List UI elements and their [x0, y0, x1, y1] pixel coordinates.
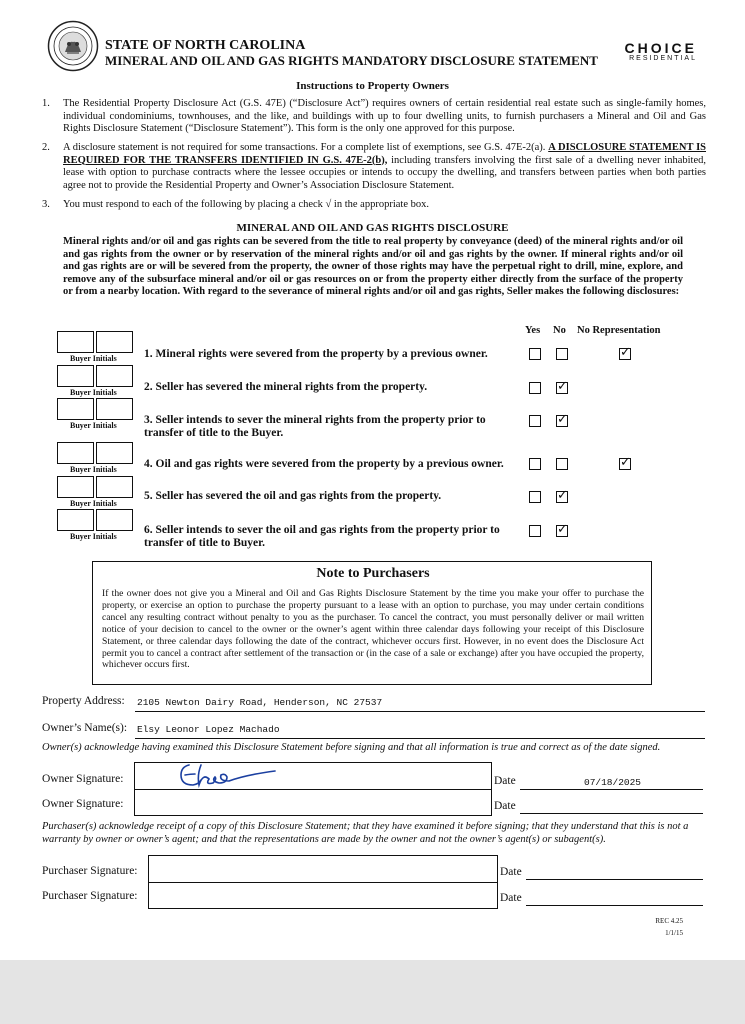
question-4-text: 4. Oil and gas rights were severed from the property by a previous owner. — [144, 458, 504, 470]
owner-names-label: Owner’s Name(s): — [42, 722, 128, 734]
buyer-initials-box[interactable] — [96, 509, 133, 531]
form-code: REC 4.25 — [655, 917, 683, 925]
scan-background-edge — [0, 960, 745, 1024]
question-3-text: 3. Seller intends to sever the mineral rights from the property prior to transfer of title to the Buyer. — [144, 414, 486, 439]
owner-signature-box-2[interactable] — [134, 789, 492, 816]
state-title: STATE OF NORTH CAROLINA — [105, 38, 306, 53]
disclosure-heading: MINERAL AND OIL AND GAS RIGHTS DISCLOSURE — [236, 222, 509, 234]
instruction-number: 3. — [42, 199, 50, 210]
owner-acknowledgement: Owner(s) acknowledge having examined this Disclosure Statement before signing and that all information is true and correct as of the date signed. — [42, 742, 661, 753]
buyer-initials-box[interactable] — [57, 442, 94, 464]
purchaser-signature-label: Purchaser Signature: — [42, 890, 138, 902]
owner-date-line-2 — [520, 813, 703, 814]
owner-names-line — [135, 738, 705, 739]
question-6-no-checkbox[interactable] — [556, 522, 568, 537]
question-6-yes-checkbox[interactable] — [529, 525, 541, 537]
instruction-item-1: The Residential Property Disclosure Act (G.S. 47E) (“Disclosure Act”) requires owners of certain residential real estate such as single-family homes, individual condominiums, townhouses, and the like, and buildings with up to four dwelling units, to furnish purchasers a Mineral and Oil and Gas Rights Disclosure Statement (“Disclosure Statement”). This form is the only one approved for this purpose. — [63, 98, 706, 134]
purchaser-date-label: Date — [500, 892, 522, 904]
buyer-initials-box[interactable] — [96, 331, 133, 353]
purchaser-signature-box[interactable] — [148, 855, 498, 883]
form-title: MINERAL AND OIL AND GAS RIGHTS MANDATORY DISCLOSURE STATEMENT — [105, 53, 598, 68]
question-4-no-checkbox[interactable] — [556, 458, 568, 470]
buyer-initials-box[interactable] — [57, 476, 94, 498]
checkmark-icon: ✓ — [620, 345, 631, 360]
purchaser-acknowledgement: Purchaser(s) acknowledge receipt of a copy of this Disclosure Statement; that they have examined it before signing; that they understand that this is not a warranty by owner or owner’s agent; and that the representations are made by the owner and not the owner’s agent(s) or subagent(s). — [42, 821, 689, 845]
owner-signature-label: Owner Signature: — [42, 773, 124, 785]
purchaser-date-line-2 — [526, 905, 703, 906]
question-4-yes-checkbox[interactable] — [529, 458, 541, 470]
column-header-yes: Yes — [525, 325, 541, 336]
checkmark-icon: ✓ — [557, 522, 568, 537]
question-4-no-representation-checkbox[interactable] — [619, 455, 631, 470]
nc-state-seal-logo — [47, 20, 99, 72]
instruction-item-3: You must respond to each of the following by placing a check √ in the appropriate box. — [63, 199, 429, 210]
owner-signature-label: Owner Signature: — [42, 798, 124, 810]
instruction-2-part-c: including transfers involving the first sale of a dwelling never inhabited, lease with option to purchase contracts where the lessee occupies or intends to occupy the dwelling, and transfers between parties when both parties agree not to provide the Residential Property and Owner’s Association Disclosure Statement. — [63, 154, 707, 191]
purchaser-signature-label: Purchaser Signature: — [42, 865, 138, 877]
question-2-yes-checkbox[interactable] — [529, 382, 541, 394]
instruction-2-emphasis: A DISCLOSURE STATEMENT IS REQUIRED FOR THE TRANSFERS IDENTIFIED IN G.S. 47E-2(b), — [63, 142, 707, 166]
brand-logo-sub: RESIDENTIAL — [629, 55, 697, 62]
question-1-text: 1. Mineral rights were severed from the property by a previous owner. — [144, 348, 488, 360]
owner-names-value[interactable]: Elsy Leonor Lopez Machado — [137, 724, 280, 735]
question-3-no-checkbox[interactable] — [556, 412, 568, 427]
instruction-2-part-a: A disclosure statement is not required for some transactions. For a complete list of exemptions, see G.S. 47E-2(a). — [63, 142, 546, 153]
buyer-initials-box[interactable] — [57, 365, 94, 387]
question-5-yes-checkbox[interactable] — [529, 491, 541, 503]
buyer-initials-box[interactable] — [57, 331, 94, 353]
property-address-value[interactable]: 2105 Newton Dairy Road, Henderson, NC 27537 — [137, 697, 383, 708]
note-to-purchasers-box — [92, 561, 652, 685]
instructions-heading: Instructions to Property Owners — [296, 80, 449, 92]
question-5-text: 5. Seller has severed the oil and gas rights from the property. — [144, 490, 442, 502]
note-heading: Note to Purchasers — [316, 566, 430, 581]
property-address-label: Property Address: — [42, 695, 125, 707]
owner-signature-box[interactable] — [134, 762, 492, 790]
checkmark-icon: ✓ — [557, 412, 568, 427]
purchaser-signature-box-2[interactable] — [148, 882, 498, 909]
buyer-initials-label: Buyer Initials — [70, 499, 117, 508]
question-3-yes-checkbox[interactable] — [529, 415, 541, 427]
owner-date-label: Date — [494, 800, 516, 812]
question-6-text: 6. Seller intends to sever the oil and gas rights from the property prior to transfer of title to Buyer. — [144, 524, 500, 549]
brand-logo-main: CHOICE — [624, 40, 697, 56]
instruction-number: 1. — [42, 98, 50, 109]
purchaser-date-line — [526, 879, 703, 880]
owner-date-label: Date — [494, 775, 516, 787]
buyer-initials-label: Buyer Initials — [70, 421, 117, 430]
form-revision: 1/1/15 — [665, 929, 683, 937]
property-address-line — [135, 711, 705, 712]
buyer-initials-label: Buyer Initials — [70, 354, 117, 363]
instruction-number: 2. — [42, 142, 50, 153]
checkmark-icon: ✓ — [620, 455, 631, 470]
question-2-no-checkbox[interactable] — [556, 379, 568, 394]
question-2-text: 2. Seller has severed the mineral rights from the property. — [144, 381, 428, 393]
instruction-item-2 — [63, 142, 706, 192]
disclosure-paragraph: Mineral rights and/or oil and gas rights can be severed from the title to real property by conveyance (deed) of the mineral rights and/or oil and gas rights from the owner or by reservation of the mineral rights and/or oil and gas rights by the owner. If mineral rights and/or oil and gas rights are or will be severed from the property, the owner of those rights may have the perpetual right to drill, mine, explore, and remove any of the subsurface mineral and/or oil or gas resources on or from the property either directly from the surface of the property or from a nearby location. With regard to the severance of mineral rights and/or oil and gas rights, Seller makes the following disclosures: — [63, 236, 683, 297]
buyer-initials-label: Buyer Initials — [70, 388, 117, 397]
purchaser-date-label: Date — [500, 866, 522, 878]
buyer-initials-box[interactable] — [96, 398, 133, 420]
buyer-initials-label: Buyer Initials — [70, 465, 117, 474]
owner-date-line — [520, 789, 703, 790]
buyer-initials-box[interactable] — [57, 398, 94, 420]
question-5-no-checkbox[interactable] — [556, 488, 568, 503]
buyer-initials-label: Buyer Initials — [70, 532, 117, 541]
buyer-initials-box[interactable] — [96, 476, 133, 498]
buyer-initials-box[interactable] — [96, 365, 133, 387]
note-text: If the owner does not give you a Mineral and Oil and Gas Rights Disclosure Statement by the time you make your offer to purchase the property, or exercise an option to purchase the property pursuant to a lease with an option to purchase, you may under certain conditions cancel any resulting contract without penalty to you as the purchaser. To cancel the contract, you must personally deliver or mail written notice of your decision to cancel to the owner or the owner’s agent within three calendar days following your receipt of this Disclosure Statement, or three calendar days following the date of the contract, whichever occurs first. However, in no event does the Disclosure Act permit you to cancel a contract after settlement of the transaction or (in the case of a sale or exchange) after you have occupied the property, whichever occurs first. — [102, 588, 644, 671]
column-header-no-representation: No Representation — [577, 325, 661, 336]
column-header-no: No — [553, 325, 566, 336]
buyer-initials-box[interactable] — [96, 442, 133, 464]
checkmark-icon: ✓ — [557, 488, 568, 503]
question-1-no-representation-checkbox[interactable] — [619, 345, 631, 360]
question-1-yes-checkbox[interactable] — [529, 348, 541, 360]
owner-date-value[interactable]: 07/18/2025 — [584, 777, 642, 788]
question-1-no-checkbox[interactable] — [556, 348, 568, 360]
checkmark-icon: ✓ — [557, 379, 568, 394]
buyer-initials-box[interactable] — [57, 509, 94, 531]
